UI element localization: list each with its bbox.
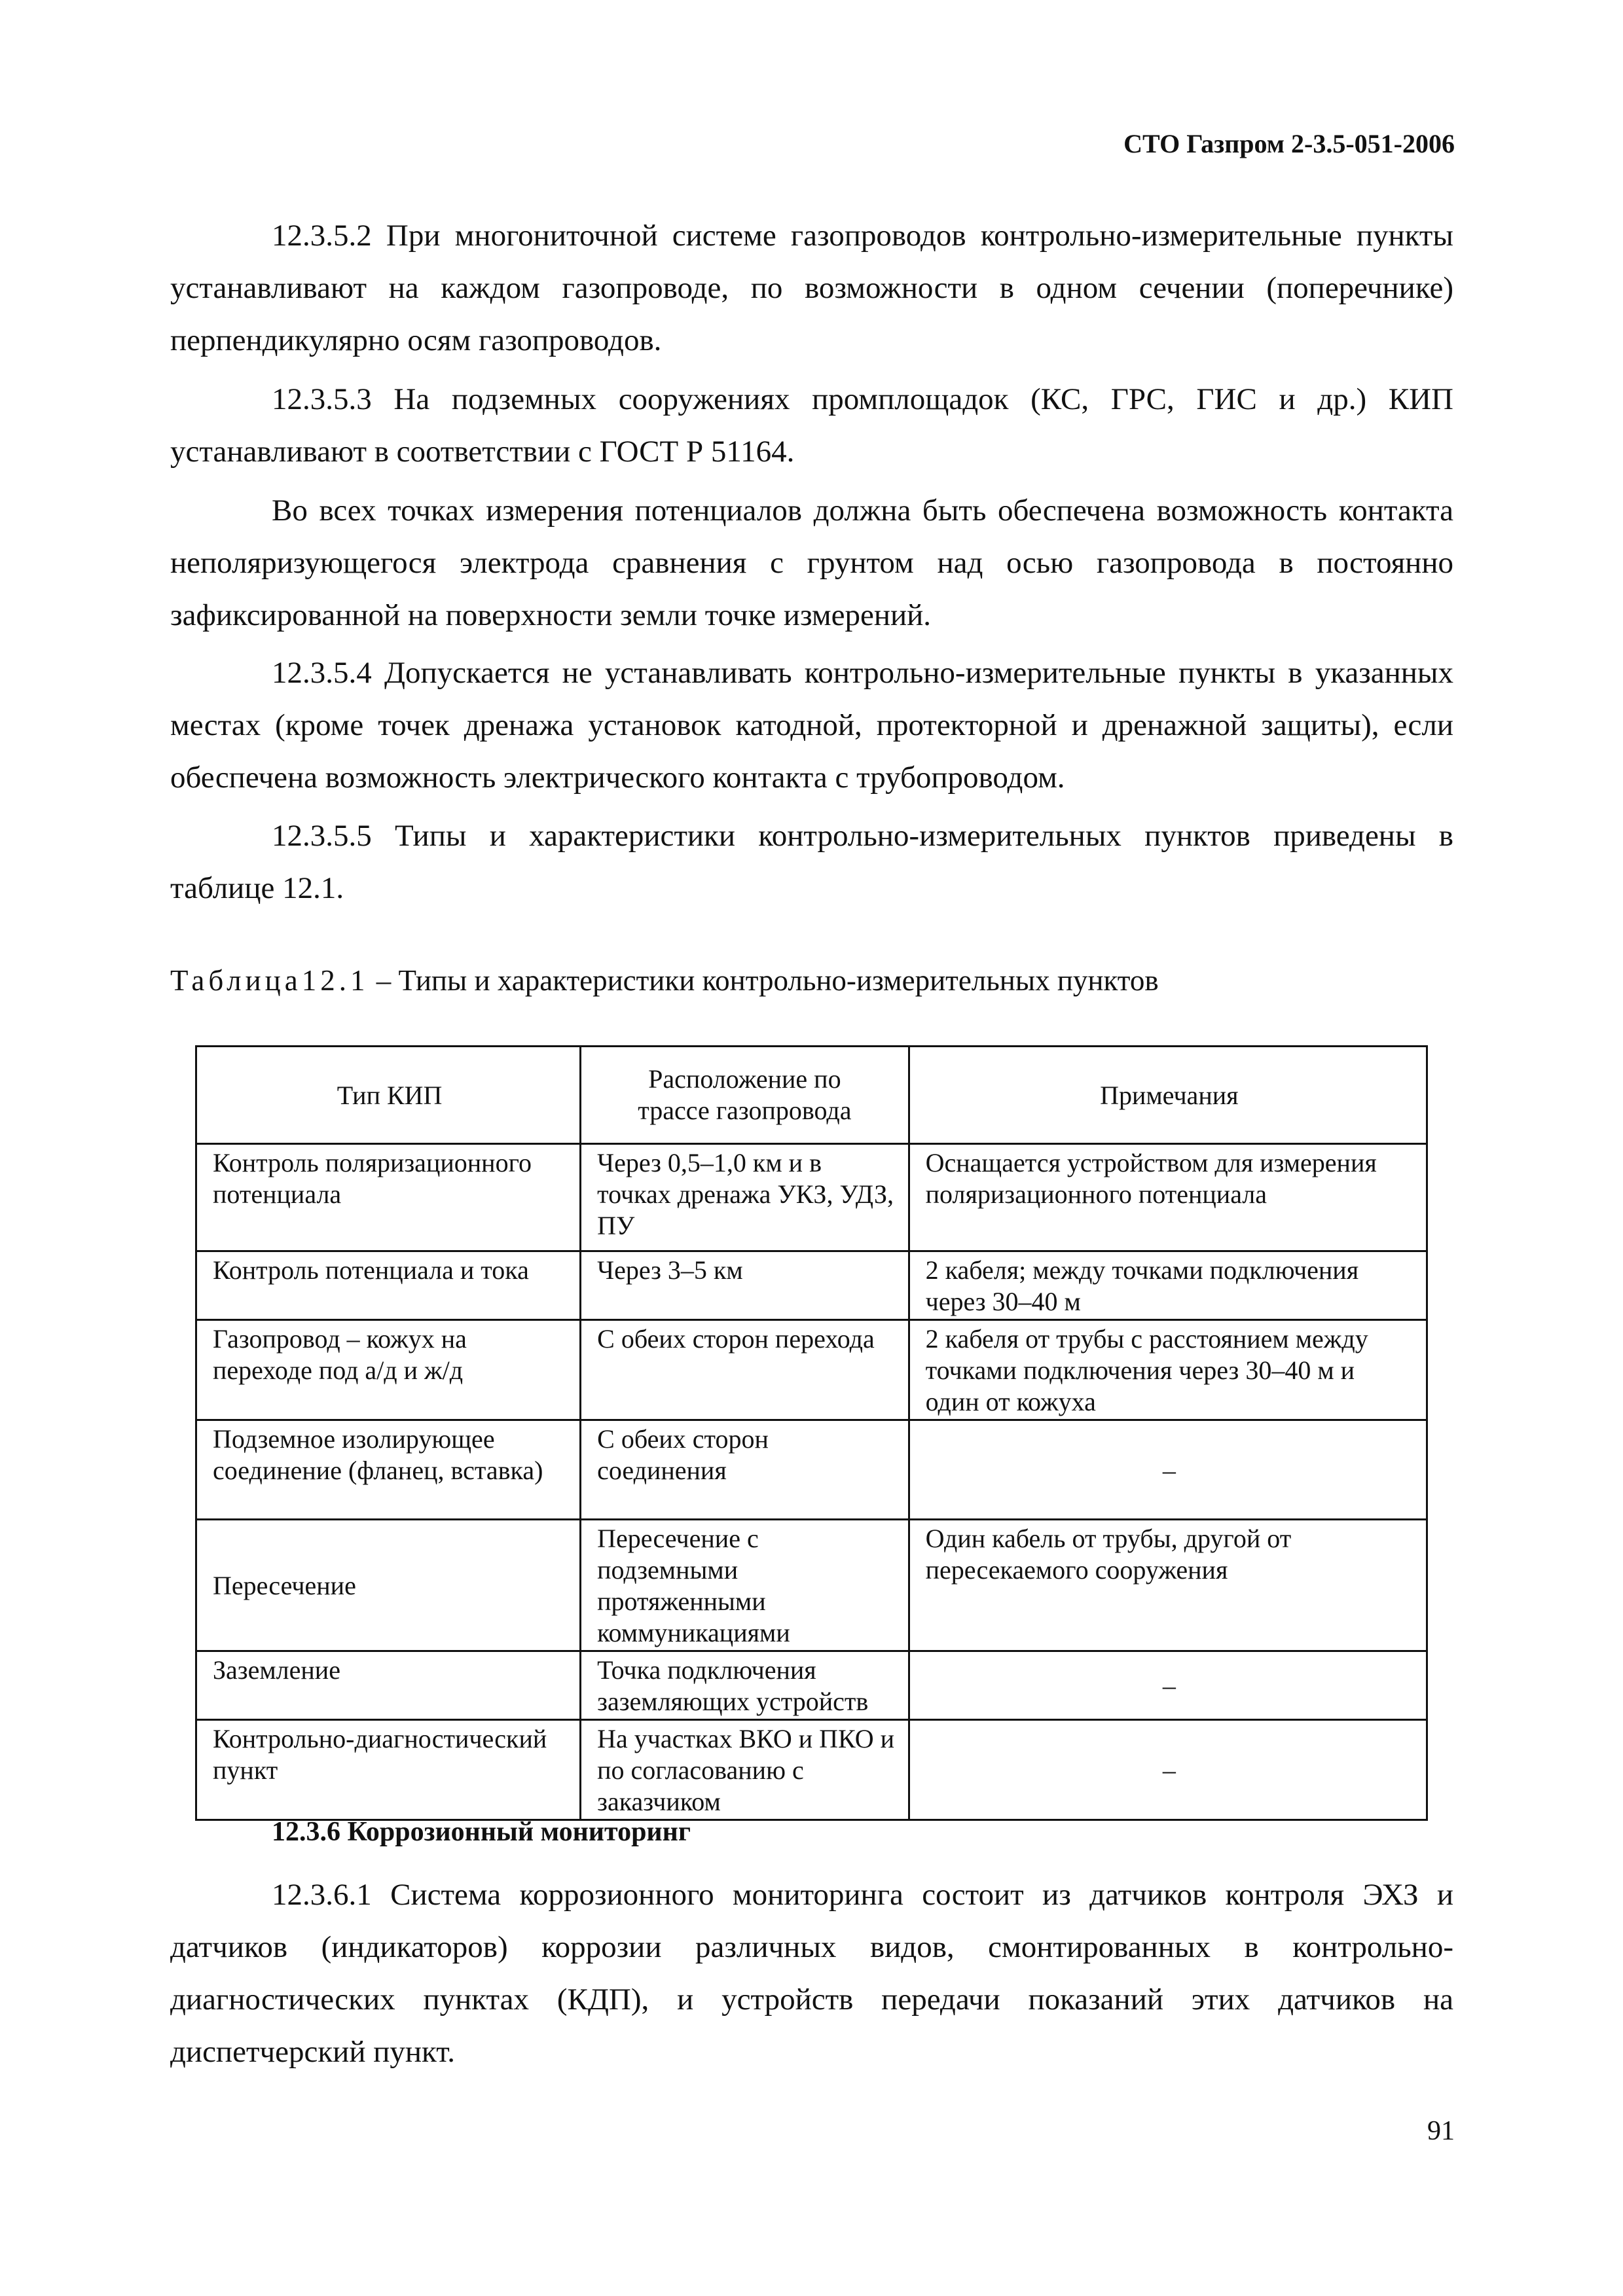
paragraph-text: 12.3.5.4 Допускается не устанавливать контрольно-измерительные пункты в указанных местах (кроме точек дренажа установок катодной, протекторной и дренажной защиты), если обеспечена возможность электрического контакта с трубопроводом. [170, 656, 1453, 795]
table-header-cell: Тип КИП [196, 1047, 581, 1144]
table-cell: Пересечение с подземными протяженными коммуникациями [581, 1520, 909, 1651]
table-header-cell: Примечания [909, 1047, 1427, 1144]
document-code-header: СТО Газпром 2-3.5-051-2006 [1123, 129, 1455, 158]
paragraph-potential-measurement [170, 484, 1453, 641]
kip-types-table [195, 1045, 1428, 1821]
table-cell: – [909, 1651, 1427, 1720]
table-cell: Один кабель от трубы, другой от пересекаемого сооружения [909, 1520, 1427, 1651]
table-cell: Точка подключения заземляющих устройств [581, 1651, 909, 1720]
paragraph-text: 12.3.6.1 Система коррозионного мониторинга состоит из датчиков контроля ЭХЗ и датчиков (индикаторов) коррозии различных видов, смонтированных в контрольно-диагностических пунктах (КДП), и устройств передачи показаний этих датчиков на диспетчерский пункт. [170, 1878, 1453, 2069]
table-row [196, 1651, 1427, 1720]
table-cell: На участках ВКО и ПКО и по согласованию с заказчиком [581, 1720, 909, 1820]
paragraph-12-3-5-3 [170, 373, 1453, 478]
table-cell: – [909, 1420, 1427, 1520]
table-caption-label: Таблица12.1 [170, 964, 369, 997]
table-cell: Контрольно-диагностический пункт [196, 1720, 581, 1820]
table-cell: Заземление [196, 1651, 581, 1720]
paragraph-text: 12.3.5.5 Типы и характеристики контрольно-измерительных пунктов приведены в таблице 12.1. [170, 819, 1453, 905]
table-cell: С обеих сторон соединения [581, 1420, 909, 1520]
table-cell: Через 3–5 км [581, 1251, 909, 1320]
table-header-row [196, 1047, 1427, 1144]
table-row [196, 1720, 1427, 1820]
table-row [196, 1320, 1427, 1420]
table-cell: Контроль поляризационного потенциала [196, 1144, 581, 1251]
table-header-cell: Расположение по трассе газопровода [581, 1047, 909, 1144]
paragraph-12-3-5-2 [170, 209, 1453, 367]
table-cell: 2 кабеля от трубы с расстоянием между точками подключения через 30–40 м и один от кожуха [909, 1320, 1427, 1420]
table-cell: Газопровод – кожух на переходе под а/д и ж/д [196, 1320, 581, 1420]
table-caption-text: – Типы и характеристики контрольно-измерительных пунктов [369, 964, 1159, 997]
table-cell: Пересечение [196, 1520, 581, 1651]
paragraph-text: 12.3.5.3 На подземных сооружениях промплощадок (КС, ГРС, ГИС и др.) КИП устанавливают в соответствии с ГОСТ Р 51164. [170, 382, 1453, 469]
paragraph-12-3-6-1 [170, 1869, 1453, 2078]
paragraph-12-3-5-4 [170, 647, 1453, 804]
table-row [196, 1144, 1427, 1251]
paragraph-text: Во всех точках измерения потенциалов должна быть обеспечена возможность контакта неполяризующегося электрода сравнения с грунтом над осью газопровода в постоянно зафиксированной на поверхности земли точке измерений. [170, 493, 1453, 632]
section-heading-12-3-6: 12.3.6 Коррозионный мониторинг [272, 1817, 691, 1847]
table-row [196, 1520, 1427, 1651]
table-row [196, 1420, 1427, 1520]
table-cell: Через 0,5–1,0 км и в точках дренажа УКЗ, УДЗ, ПУ [581, 1144, 909, 1251]
page-number: 91 [1427, 2116, 1455, 2146]
paragraph-text: 12.3.5.2 При многониточной системе газопроводов контрольно-измерительные пункты устанавливают на каждом газопроводе, по возможности в одном сечении (поперечнике) перпендикулярно осям газопроводов. [170, 219, 1453, 357]
paragraph-12-3-5-5 [170, 810, 1453, 914]
table-cell: Контроль потенциала и тока [196, 1251, 581, 1320]
table-cell: Оснащается устройством для измерения поляризационного потенциала [909, 1144, 1427, 1251]
table-cell: – [909, 1720, 1427, 1820]
table-caption [170, 963, 1159, 997]
table-cell: 2 кабеля; между точками подключения через 30–40 м [909, 1251, 1427, 1320]
table-row [196, 1251, 1427, 1320]
table-cell: С обеих сторон перехода [581, 1320, 909, 1420]
table-cell: Подземное изолирующее соединение (фланец, вставка) [196, 1420, 581, 1520]
